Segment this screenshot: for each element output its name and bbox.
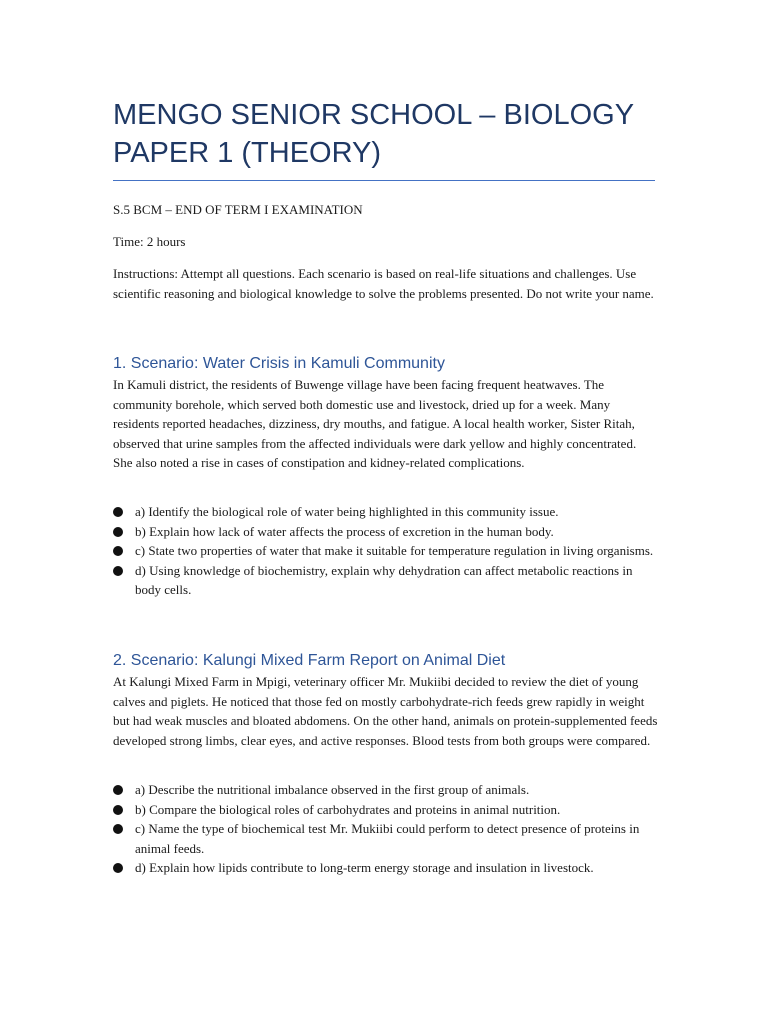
section-body-2: At Kalungi Mixed Farm in Mpigi, veterinary officer Mr. Mukiibi decided to review the diet of young calves and piglets. He noticed that those fed on mostly carbohydrate-rich feeds grew rapidly in weight but had weak muscles and bloated abdomens. On the other hand, animals on protein-supplemented feeds developed strong limbs, clear eyes, and active responses. Blood tests from both groups were compared. <box>113 674 658 748</box>
question-list-1 <box>113 502 658 600</box>
section-heading-1: 1. Scenario: Water Crisis in Kamuli Community <box>113 355 445 372</box>
exam-label: S.5 BCM – END OF TERM I EXAMINATION <box>113 202 363 217</box>
question-text: b) Explain how lack of water affects the process of excretion in the human body. <box>135 523 554 539</box>
question-text: d) Explain how lipids contribute to long-term energy storage and insulation in livestock. <box>135 860 594 875</box>
question-list-2 <box>113 780 658 878</box>
list-item <box>113 800 658 820</box>
list-item <box>113 858 658 878</box>
question-text: c) Name the type of biochemical test Mr. Mukiibi could perform to detect presence of proteins in animal feeds. <box>135 821 640 856</box>
section-heading-2: 2. Scenario: Kalungi Mixed Farm Report on Animal Diet <box>113 652 506 669</box>
list-item <box>113 780 658 800</box>
bullet-icon <box>113 863 123 873</box>
question-text: b) Compare the biological roles of carbohydrates and proteins in animal nutrition. <box>135 801 561 817</box>
bullet-icon <box>113 566 123 576</box>
list-item <box>113 541 658 561</box>
bullet-icon <box>113 546 123 556</box>
question-text: a) Identify the biological role of water being highlighted in this community issue. <box>135 504 559 519</box>
list-item <box>113 502 658 522</box>
bullet-icon <box>113 527 123 537</box>
time-allowed: Time: 2 hours <box>113 234 186 249</box>
bullet-icon <box>113 785 123 795</box>
bullet-icon <box>113 824 123 834</box>
list-item <box>113 561 658 600</box>
bullet-icon <box>113 507 123 517</box>
bullet-icon <box>113 805 123 815</box>
question-text: a) Describe the nutritional imbalance observed in the first group of animals. <box>135 782 530 797</box>
title-underline <box>113 180 655 181</box>
page-title: MENGO SENIOR SCHOOL – BIOLOGY PAPER 1 (THEORY) <box>113 99 634 169</box>
question-text: c) State two properties of water that make it suitable for temperature regulation in living organisms. <box>135 543 654 558</box>
section-body-1: In Kamuli district, the residents of Buwenge village have been facing frequent heatwaves. The community borehole, which served both domestic use and livestock, dried up for a week. Many residents reported headaches, dizziness, dry mouths, and fatigue. A local health worker, Sister Ritah, observed that urine samples from the affected individuals were dark yellow and highly concentrated. She also noted a rise in cases of constipation and kidney-related complications. <box>113 377 637 470</box>
question-text: d) Using knowledge of biochemistry, explain why dehydration can affect metabolic reactions in body cells. <box>135 562 633 597</box>
list-item <box>113 522 658 542</box>
instructions: Instructions: Attempt all questions. Each scenario is based on real-life situations and challenges. Use scientific reasoning and biological knowledge to solve the problems presented. Do not write your name. <box>113 266 654 301</box>
list-item <box>113 819 658 858</box>
